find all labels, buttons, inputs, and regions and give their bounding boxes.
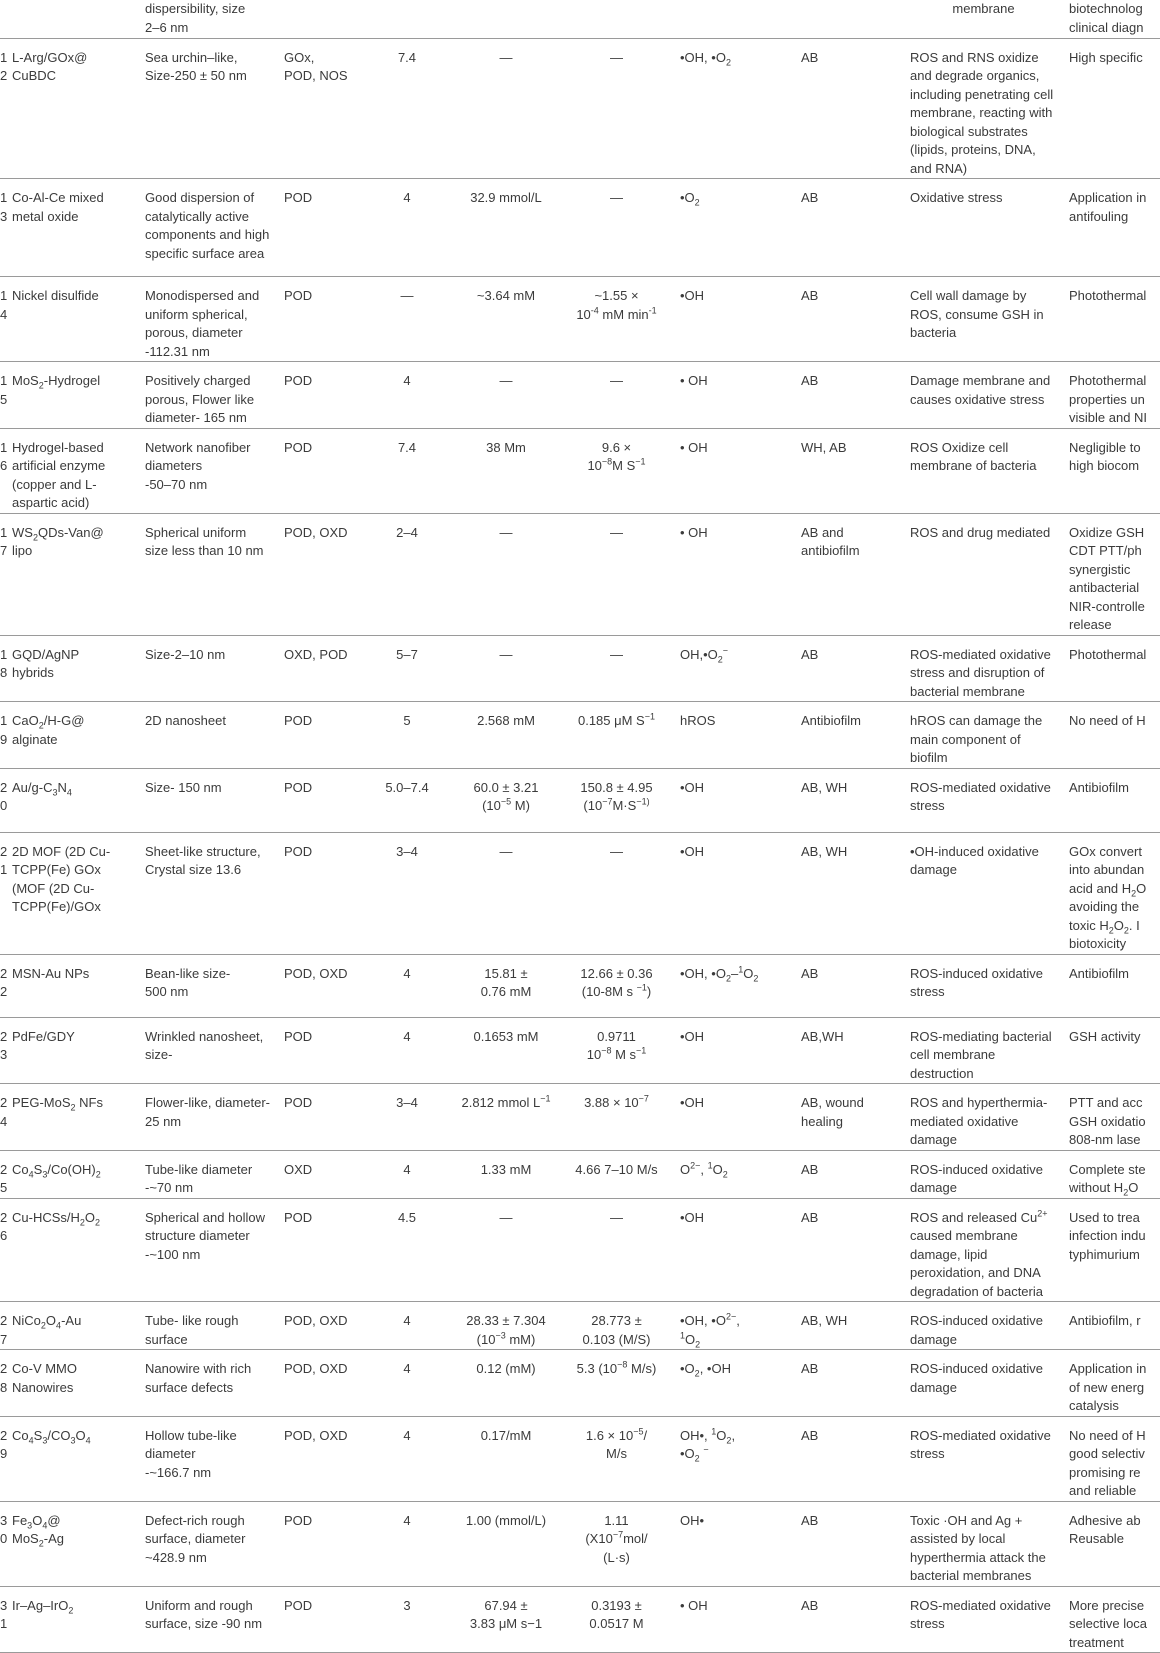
table-row xyxy=(0,954,1160,1017)
cell-nanozyme-name: MoS$_2$-Hydrogel xyxy=(6,362,139,429)
cell-mechanism: •OH-induced oxidative damage xyxy=(904,832,1063,954)
cell-application: AB xyxy=(795,635,904,702)
cell-advantage: More precise selective loca treatment xyxy=(1063,1586,1160,1653)
cell-advantage: Application in antifouling xyxy=(1063,179,1160,277)
cell-vmax: 0.9711 $10^{-8}$ M $s^{-1}$ xyxy=(559,1017,674,1084)
table-row xyxy=(0,768,1160,832)
cell-number: 31 xyxy=(0,1586,6,1653)
cell-mechanism: ROS-mediated oxidative stress xyxy=(904,768,1063,832)
cell-optimal-ph: 4 xyxy=(361,1501,453,1586)
cell-optimal-ph: 4 xyxy=(361,954,453,1017)
cell-optimal-ph: 3 xyxy=(361,1586,453,1653)
cell-nanozyme-name: $Co_4S_3/Co(OH)_2$ xyxy=(6,1150,139,1198)
cell-advantage: Application in of new energ catalysis xyxy=(1063,1350,1160,1417)
cell-activity: POD xyxy=(278,1017,361,1084)
cell-activity: POD, OXD xyxy=(278,513,361,635)
cell-mechanism: ROS Oxidize cell membrane of bacteria xyxy=(904,428,1063,513)
cell-morphology: Spherical uniform size less than 10 nm xyxy=(139,513,278,635)
cell-optimal-ph: 4.5 xyxy=(361,1198,453,1302)
cell-km: 0.12 (mM) xyxy=(453,1350,559,1417)
cell-optimal-ph: 2–4 xyxy=(361,513,453,635)
cell-mechanism: ROS-mediated oxidative stress xyxy=(904,1586,1063,1653)
cell-ros: •OH xyxy=(674,1084,795,1151)
cell-mechanism: ROS-induced oxidative stress xyxy=(904,954,1063,1017)
cell-ros: •OH xyxy=(674,832,795,954)
cell-vmax: 9.6 × $10^{-8}M$ $S^{-1}$ xyxy=(559,428,674,513)
cell-activity: POD xyxy=(278,277,361,362)
cell-morphology: Defect-rich rough surface, diameter ~428.9 nm xyxy=(139,1501,278,1586)
cell-activity: POD xyxy=(278,179,361,277)
cell-km: 32.9 mmol/L xyxy=(453,179,559,277)
cell-optimal-ph: 4 xyxy=(361,179,453,277)
cell-ros: hROS xyxy=(674,702,795,769)
cell-number: 23 xyxy=(0,1017,6,1084)
cell-number: 21 xyxy=(0,832,6,954)
cell-number: 16 xyxy=(0,428,6,513)
cell-ros: •OH xyxy=(674,277,795,362)
cell-number: 14 xyxy=(0,277,6,362)
cell-mechanism: ROS and hyperthermia-mediated oxidative damage xyxy=(904,1084,1063,1151)
cell-advantage: Adhesive ab Reusable xyxy=(1063,1501,1160,1586)
cell-km: — xyxy=(453,38,559,179)
cell-optimal-ph: 7.4 xyxy=(361,38,453,179)
cell-activity: OXD xyxy=(278,1150,361,1198)
cell-mechanism: ROS-mediated oxidative stress and disruption of bacterial membrane xyxy=(904,635,1063,702)
cell-optimal-ph: 4 xyxy=(361,1150,453,1198)
cell-application: AB, WH xyxy=(795,1302,904,1350)
cell-advantage: Complete ste without $H_2O$ xyxy=(1063,1150,1160,1198)
cell-mechanism: ROS and released $Cu^{2+}$ caused membrane damage, lipid peroxidation, and DNA degradation of bacteria xyxy=(904,1198,1063,1302)
cell-application: AB xyxy=(795,38,904,179)
cell-km: — xyxy=(453,513,559,635)
table-row xyxy=(0,1586,1160,1653)
cell-advantage: Used to trea infection indu typhimurium xyxy=(1063,1198,1160,1302)
cell-vmax: 0.3193 ± 0.0517 M xyxy=(559,1586,674,1653)
cell-activity: POD xyxy=(278,428,361,513)
table-row xyxy=(0,1198,1160,1302)
cell-optimal-ph: 4 xyxy=(361,1302,453,1350)
cell-number: 22 xyxy=(0,954,6,1017)
cell-advantage: Antibiofilm xyxy=(1063,954,1160,1017)
cell-ros: $O^{2-}$, $^1O_2$ xyxy=(674,1150,795,1198)
cell-ros: $•O_2$, •OH xyxy=(674,1350,795,1417)
cell-mechanism: Oxidative stress xyxy=(904,179,1063,277)
cell-morphology: Hollow tube-like diameter -~166.7 nm xyxy=(139,1416,278,1501)
cell-vmax: — xyxy=(559,635,674,702)
cell-activity: POD, OXD xyxy=(278,1302,361,1350)
cell-optimal-ph: 4 xyxy=(361,362,453,429)
table-row xyxy=(0,277,1160,362)
cell-application: AB xyxy=(795,1501,904,1586)
cell-vmax: $3.88 \times 10^{-7}$ xyxy=(559,1084,674,1151)
cell-vmax: 12.66 ± 0.36 (10-8M s $^{-1}$) xyxy=(559,954,674,1017)
cell-nanozyme-name: Hydrogel-based artificial enzyme (copper and L-aspartic acid) xyxy=(6,428,139,513)
table-row xyxy=(0,1416,1160,1501)
cell-mechanism: hROS can damage the main component of biofilm xyxy=(904,702,1063,769)
cell-number: 25 xyxy=(0,1150,6,1198)
cell-application: AB xyxy=(795,1150,904,1198)
cell-advantage: High specific xyxy=(1063,38,1160,179)
cell-advantage: GSH activity xyxy=(1063,1017,1160,1084)
cell-morphology: Tube- like rough surface xyxy=(139,1302,278,1350)
cell-activity: POD xyxy=(278,832,361,954)
cell-application: AB and antibiofilm xyxy=(795,513,904,635)
cell-km: 0.17/mM xyxy=(453,1416,559,1501)
cell-nanozyme-name: CaO$_2$/H-G@ alginate xyxy=(6,702,139,769)
cell-activity: POD xyxy=(278,1501,361,1586)
cell-application: WH, AB xyxy=(795,428,904,513)
cell-vmax: — xyxy=(559,832,674,954)
cell-km: 15.81 ± 0.76 mM xyxy=(453,954,559,1017)
table-row xyxy=(0,1150,1160,1198)
cell-application: AB xyxy=(795,179,904,277)
cell-nanozyme-name: PdFe/GDY xyxy=(6,1017,139,1084)
cell-advantage: biotechnolog clinical diagn xyxy=(1063,0,1160,38)
cell-ros: • OH xyxy=(674,362,795,429)
cell-km: 38 Mm xyxy=(453,428,559,513)
cell-optimal-ph: — xyxy=(361,277,453,362)
cell-mechanism: ROS-induced oxidative damage xyxy=(904,1150,1063,1198)
cell-advantage: Photothermal properties un visible and NI xyxy=(1063,362,1160,429)
cell-optimal-ph: 5 xyxy=(361,702,453,769)
table-row xyxy=(0,513,1160,635)
cell-optimal-ph: 7.4 xyxy=(361,428,453,513)
cell-nanozyme-name: 2D MOF (2D Cu-TCPP(Fe) GOx (MOF (2D Cu-TCPP(Fe)/GOx xyxy=(6,832,139,954)
table-row xyxy=(0,1084,1160,1151)
cell-number: 24 xyxy=(0,1084,6,1151)
cell-nanozyme-name: Nickel disulfide xyxy=(6,277,139,362)
cell-morphology: Wrinkled nanosheet, size- xyxy=(139,1017,278,1084)
cell-morphology: Nanowire with rich surface defects xyxy=(139,1350,278,1417)
cell-morphology: Size-2–10 nm xyxy=(139,635,278,702)
cell-application: AB xyxy=(795,1350,904,1417)
cell-advantage: No need of H xyxy=(1063,702,1160,769)
cell-km: — xyxy=(453,832,559,954)
cell-nanozyme-name: $Au/g-C_3N_4$ xyxy=(6,768,139,832)
cell-ros: • OH xyxy=(674,513,795,635)
cell-km: ~3.64 mM xyxy=(453,277,559,362)
table-row xyxy=(0,1501,1160,1586)
cell-morphology: Flower-like, diameter-25 nm xyxy=(139,1084,278,1151)
cell-optimal-ph: 5.0–7.4 xyxy=(361,768,453,832)
cell-application: AB xyxy=(795,1416,904,1501)
cell-morphology: Bean-like size- 500 nm xyxy=(139,954,278,1017)
cell-ros: OH• xyxy=(674,1501,795,1586)
cell-optimal-ph: 5–7 xyxy=(361,635,453,702)
cell-km: 0.1653 mM xyxy=(453,1017,559,1084)
cell-application: AB, WH xyxy=(795,832,904,954)
table-row-partial xyxy=(0,0,1160,38)
cell-morphology: Good dispersion of catalytically active components and high specific surface area xyxy=(139,179,278,277)
cell-morphology: Spherical and hollow structure diameter -~100 nm xyxy=(139,1198,278,1302)
cell-km: 67.94 ± 3.83 μM s−1 xyxy=(453,1586,559,1653)
cell-optimal-ph: 4 xyxy=(361,1416,453,1501)
cell-activity: GOx, POD, NOS xyxy=(278,38,361,179)
cell-application: AB, WH xyxy=(795,768,904,832)
cell-application: AB xyxy=(795,1586,904,1653)
cell-ros: $OH,•O_2^-$ xyxy=(674,635,795,702)
cell-activity: POD, OXD xyxy=(278,954,361,1017)
table-row xyxy=(0,362,1160,429)
cell-ros: •OH, $•O_2-^1O_2$ xyxy=(674,954,795,1017)
cell-morphology: Sea urchin–like, Size-250 ± 50 nm xyxy=(139,38,278,179)
cell-ros: •OH, $•O_2$ xyxy=(674,38,795,179)
cell-morphology: Tube-like diameter -~70 nm xyxy=(139,1150,278,1198)
cell-advantage: Photothermal xyxy=(1063,635,1160,702)
cell-vmax: 0.185 μM $S^{-1}$ xyxy=(559,702,674,769)
cell-ros: • OH xyxy=(674,1586,795,1653)
cell-advantage: Oxidize GSH CDT PTT/ph synergistic antibacterial NIR-controlle release xyxy=(1063,513,1160,635)
cell-mechanism: ROS and drug mediated xyxy=(904,513,1063,635)
cell-nanozyme-name: Co-Al-Ce mixed metal oxide xyxy=(6,179,139,277)
cell-application: Antibiofilm xyxy=(795,702,904,769)
cell-advantage: No need of H good selectiv promising re and reliable xyxy=(1063,1416,1160,1501)
cell-optimal-ph: 3–4 xyxy=(361,1084,453,1151)
cell-morphology: Monodispersed and uniform spherical, porous, diameter -112.31 nm xyxy=(139,277,278,362)
cell-activity: POD, OXD xyxy=(278,1350,361,1417)
cell-nanozyme-name: $NiCo_2O_4-Au$ xyxy=(6,1302,139,1350)
cell-vmax: — xyxy=(559,362,674,429)
cell-mechanism: membrane xyxy=(904,0,1063,38)
cell-activity: POD xyxy=(278,768,361,832)
cell-vmax: — xyxy=(559,38,674,179)
cell-application: AB, wound healing xyxy=(795,1084,904,1151)
cell-number: 30 xyxy=(0,1501,6,1586)
cell-morphology: dispersibility, size 2–6 nm xyxy=(139,0,278,38)
cell-vmax: 150.8 ± 4.95 ($10^{-7}M\cdot S^{-1)}$ xyxy=(559,768,674,832)
cell-number: 17 xyxy=(0,513,6,635)
cell-nanozyme-name: L-Arg/GOx@ CuBDC xyxy=(6,38,139,179)
table-row xyxy=(0,832,1160,954)
cell-activity: POD xyxy=(278,1586,361,1653)
cell-application: AB xyxy=(795,362,904,429)
cell-application: AB,WH xyxy=(795,1017,904,1084)
cell-advantage: Antibiofilm, r xyxy=(1063,1302,1160,1350)
cell-mechanism: Damage membrane and causes oxidative stress xyxy=(904,362,1063,429)
cell-vmax: 1.11 ($X10^{-7}mol/$ (L·s) xyxy=(559,1501,674,1586)
cell-number: 18 xyxy=(0,635,6,702)
cell-nanozyme-name: $Co_4S_3/CO_3O_4$ xyxy=(6,1416,139,1501)
cell-number: 15 xyxy=(0,362,6,429)
cell-optimal-ph: 3–4 xyxy=(361,832,453,954)
cell-number: 28 xyxy=(0,1350,6,1417)
cell-mechanism: ROS and RNS oxidize and degrade organics, including penetrating cell membrane, reacting with biological substrates (lipids, proteins, DNA, and RNA) xyxy=(904,38,1063,179)
cell-advantage: Photothermal xyxy=(1063,277,1160,362)
cell-nanozyme-name: $Fe_3O_4@$ MoS$_2$-Ag xyxy=(6,1501,139,1586)
cell-application: AB xyxy=(795,954,904,1017)
cell-mechanism: Toxic ·OH and Ag + assisted by local hyperthermia attack the bacterial membranes xyxy=(904,1501,1063,1586)
table-row xyxy=(0,702,1160,769)
cell-nanozyme-name: $Cu-HCSs/H_2O_2$ xyxy=(6,1198,139,1302)
cell-morphology: 2D nanosheet xyxy=(139,702,278,769)
table-row xyxy=(0,428,1160,513)
cell-number: 29 xyxy=(0,1416,6,1501)
cell-nanozyme-name: MSN-Au NPs xyxy=(6,954,139,1017)
cell-number: 26 xyxy=(0,1198,6,1302)
cell-km: 28.33 ± 7.304 ($10^{-3}$ mM) xyxy=(453,1302,559,1350)
table-row xyxy=(0,1350,1160,1417)
cell-morphology: Uniform and rough surface, size -90 nm xyxy=(139,1586,278,1653)
cell-activity: POD xyxy=(278,702,361,769)
cell-nanozyme-name: Ir–Ag–IrO$_2$ xyxy=(6,1586,139,1653)
cell-mechanism: ROS-mediated oxidative stress xyxy=(904,1416,1063,1501)
cell-activity: POD xyxy=(278,1084,361,1151)
cell-km: 1.00 (mmol/L) xyxy=(453,1501,559,1586)
cell-ros: •OH xyxy=(674,1017,795,1084)
cell-ros: OH•, $^1O_2$, $•O_2$ − xyxy=(674,1416,795,1501)
cell-number: 27 xyxy=(0,1302,6,1350)
cell-vmax: 28.773 ± 0.103 (M/S) xyxy=(559,1302,674,1350)
cell-vmax: 4.66 7–10 M/s xyxy=(559,1150,674,1198)
cell-vmax: — xyxy=(559,1198,674,1302)
cell-optimal-ph: 4 xyxy=(361,1350,453,1417)
cell-vmax: 5.3 ($10^{-8}$ M/s) xyxy=(559,1350,674,1417)
cell-mechanism: ROS-induced oxidative damage xyxy=(904,1302,1063,1350)
table-row xyxy=(0,1017,1160,1084)
cell-optimal-ph: 4 xyxy=(361,1017,453,1084)
cell-activity: POD, OXD xyxy=(278,1416,361,1501)
cell-ros: •OH xyxy=(674,768,795,832)
cell-mechanism: ROS-induced oxidative damage xyxy=(904,1350,1063,1417)
cell-nanozyme-name: $WS_2QDs-Van@$ lipo xyxy=(6,513,139,635)
cell-number: 13 xyxy=(0,179,6,277)
cell-activity: POD xyxy=(278,362,361,429)
cell-ros: •OH, $•O^{2-}$, $^1O_2$ xyxy=(674,1302,795,1350)
cell-advantage: Antibiofilm xyxy=(1063,768,1160,832)
cell-km: 60.0 ± 3.21 ($10^{-5}$ M) xyxy=(453,768,559,832)
cell-nanozyme-name: PEG-MoS$_2$ NFs xyxy=(6,1084,139,1151)
cell-nanozyme-name: GQD/AgNP hybrids xyxy=(6,635,139,702)
cell-morphology: Positively charged porous, Flower like diameter- 165 nm xyxy=(139,362,278,429)
cell-nanozyme-name: Co-V MMO Nanowires xyxy=(6,1350,139,1417)
table-row xyxy=(0,1302,1160,1350)
cell-advantage: PTT and acc GSH oxidatio 808-nm lase xyxy=(1063,1084,1160,1151)
cell-km: 1.33 mM xyxy=(453,1150,559,1198)
cell-application: AB xyxy=(795,277,904,362)
cell-km: — xyxy=(453,1198,559,1302)
cell-vmax: — xyxy=(559,513,674,635)
cell-vmax: ~1.55 × $10^{-4}$ mM $\min^{-1}$ xyxy=(559,277,674,362)
cell-number: 12 xyxy=(0,38,6,179)
table-row xyxy=(0,635,1160,702)
table-row xyxy=(0,179,1160,277)
cell-morphology: Network nanofiber diameters -50–70 nm xyxy=(139,428,278,513)
cell-km: 2.812 mmol $L^{-1}$ xyxy=(453,1084,559,1151)
cell-km: — xyxy=(453,362,559,429)
cell-ros: $•O_2$ xyxy=(674,179,795,277)
cell-morphology: Size- 150 nm xyxy=(139,768,278,832)
cell-activity: OXD, POD xyxy=(278,635,361,702)
cell-km: 2.568 mM xyxy=(453,702,559,769)
cell-number: 19 xyxy=(0,702,6,769)
cell-application: AB xyxy=(795,1198,904,1302)
cell-mechanism: ROS-mediating bacterial cell membrane destruction xyxy=(904,1017,1063,1084)
cell-activity: POD xyxy=(278,1198,361,1302)
cell-vmax: — xyxy=(559,179,674,277)
cell-vmax: $1.6 \times 10^{-5}/$ M/s xyxy=(559,1416,674,1501)
cell-advantage: Negligible to high biocom xyxy=(1063,428,1160,513)
cell-ros: • OH xyxy=(674,428,795,513)
cell-km: — xyxy=(453,635,559,702)
cell-advantage: GOx convert into abundan acid and $H_2O$ avoiding the toxic $H_2O_2$. I biotoxicity xyxy=(1063,832,1160,954)
cell-number: 20 xyxy=(0,768,6,832)
cell-mechanism: Cell wall damage by ROS, consume GSH in bacteria xyxy=(904,277,1063,362)
cell-morphology: Sheet-like structure, Crystal size 13.6 xyxy=(139,832,278,954)
table-row xyxy=(0,38,1160,179)
cell-ros: •OH xyxy=(674,1198,795,1302)
